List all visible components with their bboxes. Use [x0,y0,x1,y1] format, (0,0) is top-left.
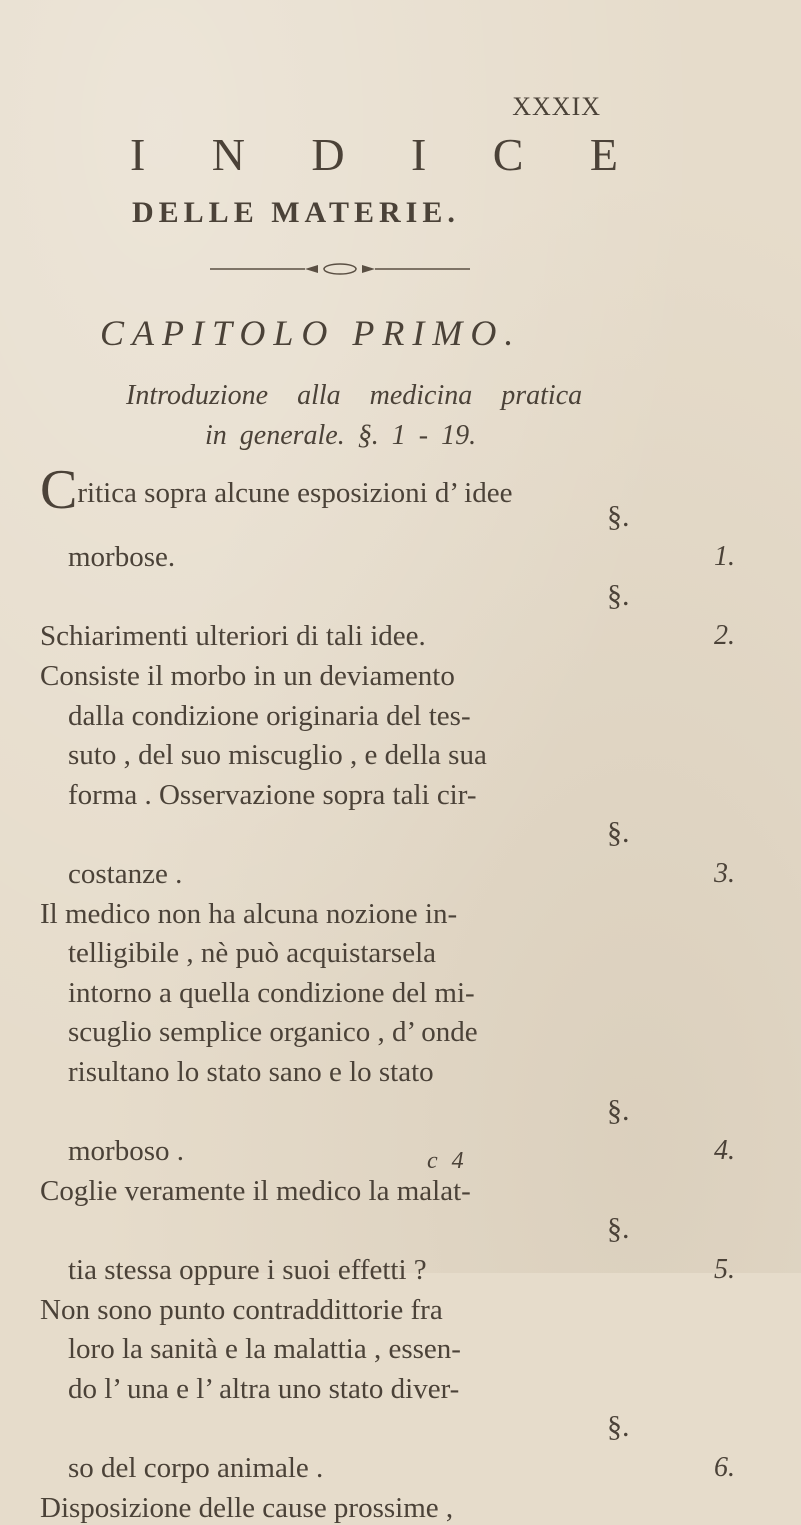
entry-line: Disposizione delle cause prossime , [40,1491,454,1524]
section-number: 3. [714,858,735,889]
section-mark: §. [607,816,630,850]
entry-line: dalla condizione originaria del tes- [68,699,471,732]
section-mark: §. [607,1212,630,1246]
section-number: 2. [714,620,735,652]
entry-line: suto , del suo miscuglio , e della sua [68,739,487,772]
entry-line: risultano lo stato sano e lo stato [68,1056,434,1088]
chapter-intro-line: Introduzione alla medicina pratica [126,380,583,411]
entry-line: forma . Osservazione sopra tali cir- [68,778,477,811]
section-mark: §. [607,1410,630,1444]
index-title-letter: E [589,129,620,180]
index-title-letter: I [411,129,429,180]
index-title-letter: N [211,129,247,180]
entry-text: ritica sopra alcune esposizioni d’ idee [77,477,513,509]
index-subtitle: DELLE MATERIE. [132,196,460,229]
page-number: XXXIX [512,92,601,121]
index-title-letter: C [492,129,526,180]
index-title-letter: D [311,129,347,180]
index-title-letter: I [130,129,148,180]
entry-line: Schiarimenti ulteriori di tali idee. [40,620,426,653]
entry-line: Il medico non ha alcuna nozione in- [40,897,458,930]
section-mark: §. [607,578,630,612]
entry-line: morboso . [68,1135,184,1168]
entry-line: morbose. [68,541,176,574]
section-number: 1. [714,541,735,573]
entry-line: costanze . [68,858,183,890]
entry-line: so del corpo animale . [68,1452,324,1484]
drop-cap: C [40,459,78,521]
section-number: 4. [714,1135,735,1167]
chapter-title: CAPITOLO PRIMO. [100,313,522,353]
entry-line: Coglie veramente il medico la malat- [40,1174,471,1207]
section-mark: §. [607,1093,630,1127]
entry-line: do l’ una e l’ altra uno stato diver- [68,1372,460,1405]
signature-mark: c 4 [427,1148,468,1174]
entry-line: Non sono punto contraddittorie fra [40,1293,443,1326]
entry-line: scuglio semplice organico , d’ onde [68,1016,478,1049]
entry-line: tia stessa oppure i suoi effetti ? [68,1254,427,1286]
section-mark: §. [607,499,630,533]
entry-line [40,459,513,521]
section-number: 6. [714,1452,735,1483]
entry-line: telligibile , nè può acquistarsela [68,937,437,970]
chapter-intro-line: in generale. §. 1 - 19. [205,420,477,451]
entry-line: Consiste il morbo in un deviamento [40,660,455,692]
entry-line: intorno a quella condizione del mi- [68,976,475,1009]
section-number: 5. [714,1254,735,1285]
entry-line: loro la sanità e la malattia , essen- [68,1333,461,1366]
